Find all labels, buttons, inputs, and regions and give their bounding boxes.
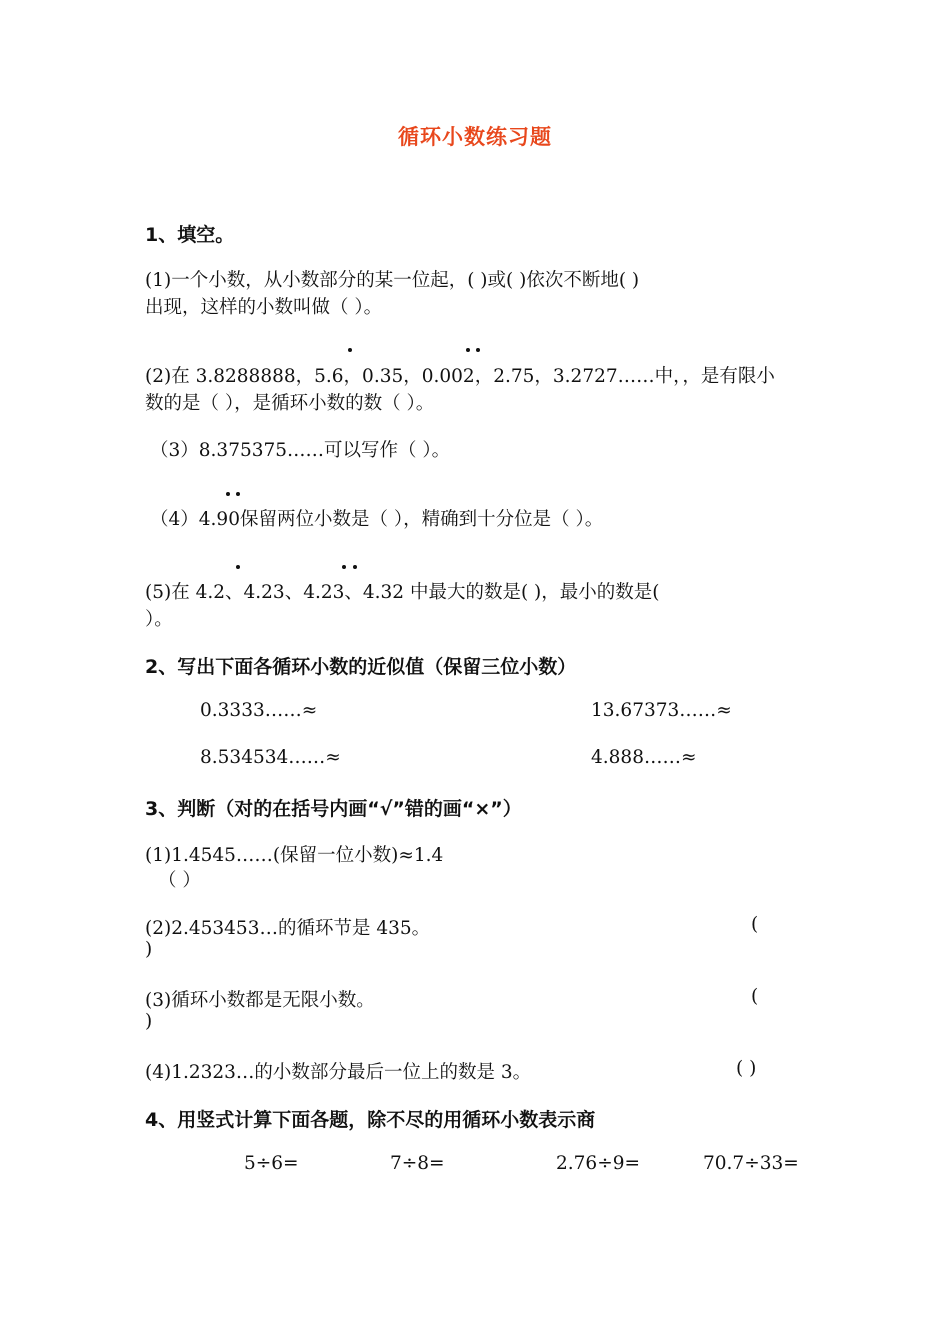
- s4-item: 2.76÷9=: [556, 1153, 640, 1174]
- repeat-dot: [236, 565, 240, 569]
- repeat-dot: [236, 492, 240, 496]
- s4-item: 70.7÷33=: [703, 1153, 799, 1174]
- s3-q3-paren: (: [751, 986, 759, 1007]
- s3-q1-line1: (1)1.4545……(保留一位小数)≈1.4: [145, 845, 444, 866]
- repeat-dot: [226, 492, 230, 496]
- s1-q5-line2: ）。: [145, 609, 173, 630]
- page-title: 循环小数练习题: [398, 124, 552, 149]
- s2-item: 0.3333……≈: [200, 700, 318, 721]
- s1-q1-line2: 出现，这样的小数叫做（ ）。: [145, 297, 383, 318]
- repeat-dot: [348, 348, 352, 352]
- s3-q2-line1: (2)2.453453…的循环节是 435。: [145, 918, 431, 939]
- s1-q1-line1: (1)一个小数，从小数部分的某一位起，( )或( )依次不断地( ): [145, 270, 640, 291]
- repeat-dot: [466, 348, 470, 352]
- section4-heading: 4、用竖式计算下面各题，除不尽的用循环小数表示商: [145, 1109, 596, 1131]
- s3-q2-line2: ): [145, 939, 153, 960]
- s1-q3: （3）8.375375……可以写作（ ）。: [150, 440, 451, 461]
- s4-item: 7÷8=: [390, 1153, 445, 1174]
- s3-q2-paren: (: [751, 914, 759, 935]
- repeat-dot: [342, 565, 346, 569]
- s4-item: 5÷6=: [244, 1153, 299, 1174]
- section3-heading: 3、判断（对的在括号内画“√”错的画“×”）: [145, 798, 522, 820]
- repeat-dot: [476, 348, 480, 352]
- s1-q2-line2: 数的是（ ），是循环小数的数（ ）。: [145, 393, 435, 414]
- s3-q4-paren: ( ): [736, 1058, 757, 1079]
- repeat-dot: [353, 565, 357, 569]
- s3-q3-line2: ): [145, 1011, 153, 1032]
- s3-q4-line1: (4)1.2323…的小数部分最后一位上的数是 3。: [145, 1062, 532, 1083]
- s2-item: 13.67373……≈: [591, 700, 732, 721]
- s1-q2-line1: (2)在 3.8288888，5.6，0.35，0.002，2.75，3.2727……中，，是有限小: [145, 366, 775, 387]
- s3-q1-line2: （ ）: [158, 870, 201, 891]
- s3-q3-line1: (3)循环小数都是无限小数。: [145, 990, 375, 1011]
- section2-heading: 2、写出下面各循环小数的近似值（保留三位小数）: [145, 656, 577, 678]
- section1-heading: 1、填空。: [145, 224, 235, 246]
- s1-q4: （4）4.90保留两位小数是（ ），精确到十分位是（ ）。: [150, 509, 604, 530]
- s2-item: 8.534534……≈: [200, 747, 341, 768]
- s1-q5-line1: (5)在 4.2、4.23、4.23、4.32 中最大的数是( )，最小的数是(: [145, 582, 660, 603]
- s2-item: 4.888……≈: [591, 747, 697, 768]
